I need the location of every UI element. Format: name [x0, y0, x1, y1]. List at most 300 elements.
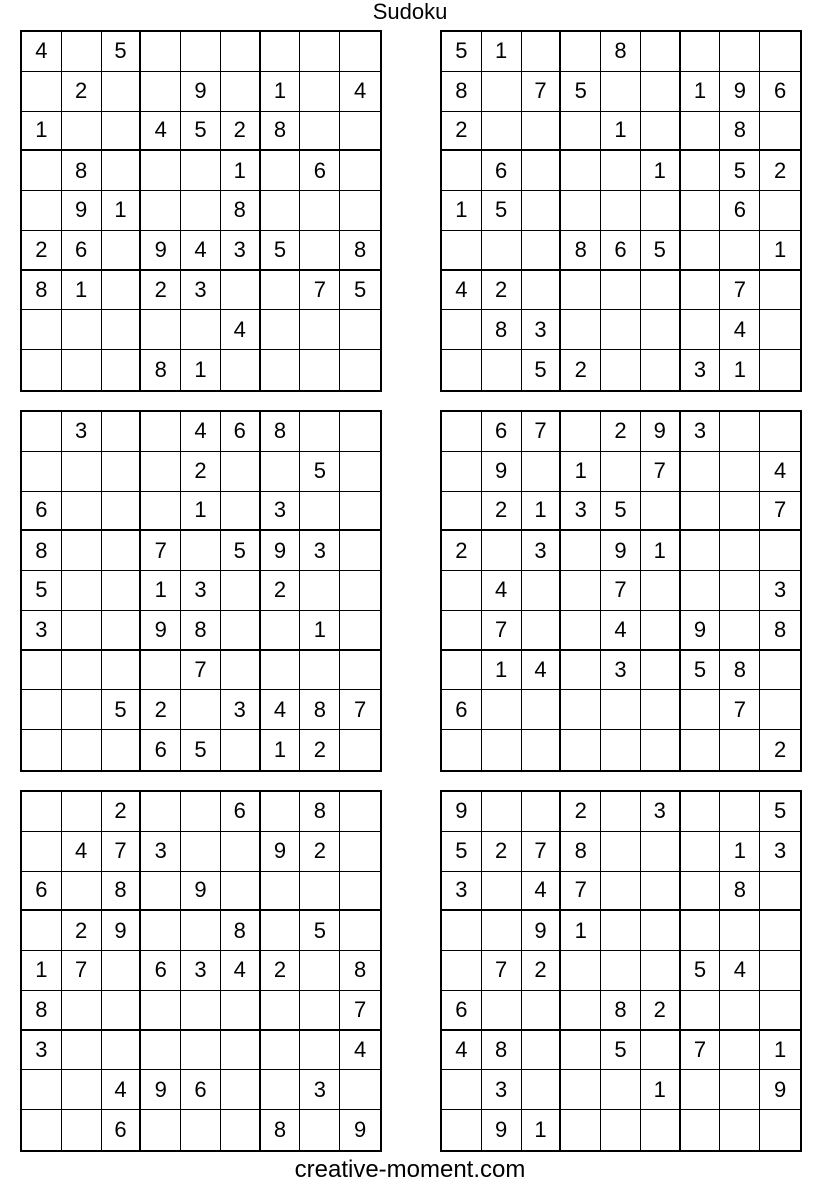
- sudoku-cell[interactable]: [62, 1031, 102, 1071]
- sudoku-cell[interactable]: 7: [340, 690, 380, 730]
- sudoku-cell[interactable]: [221, 1070, 261, 1110]
- sudoku-cell[interactable]: 6: [300, 151, 340, 191]
- sudoku-cell[interactable]: 9: [62, 191, 102, 231]
- sudoku-cell[interactable]: 3: [681, 350, 721, 390]
- sudoku-cell[interactable]: [261, 452, 301, 492]
- sudoku-cell[interactable]: [221, 571, 261, 611]
- sudoku-cell[interactable]: [561, 310, 601, 350]
- sudoku-cell[interactable]: 9: [681, 611, 721, 651]
- sudoku-cell[interactable]: 1: [141, 571, 181, 611]
- sudoku-cell[interactable]: [482, 350, 522, 390]
- sudoku-cell[interactable]: [601, 730, 641, 770]
- sudoku-cell[interactable]: [22, 191, 62, 231]
- sudoku-cell[interactable]: 8: [720, 872, 760, 912]
- sudoku-cell[interactable]: [522, 1031, 562, 1071]
- sudoku-cell[interactable]: 1: [300, 611, 340, 651]
- sudoku-cell[interactable]: [221, 452, 261, 492]
- sudoku-cell[interactable]: [442, 651, 482, 691]
- sudoku-cell[interactable]: [641, 571, 681, 611]
- sudoku-cell[interactable]: [601, 310, 641, 350]
- sudoku-cell[interactable]: [261, 1031, 301, 1071]
- sudoku-cell[interactable]: 1: [601, 112, 641, 152]
- sudoku-cell[interactable]: [522, 730, 562, 770]
- sudoku-cell[interactable]: [681, 191, 721, 231]
- sudoku-cell[interactable]: 4: [340, 72, 380, 112]
- sudoku-cell[interactable]: 2: [482, 832, 522, 872]
- sudoku-cell[interactable]: [181, 991, 221, 1031]
- sudoku-cell[interactable]: 3: [681, 412, 721, 452]
- sudoku-cell[interactable]: 4: [720, 310, 760, 350]
- sudoku-cell[interactable]: [561, 531, 601, 571]
- sudoku-cell[interactable]: 4: [522, 651, 562, 691]
- sudoku-cell[interactable]: [641, 951, 681, 991]
- sudoku-cell[interactable]: 1: [522, 492, 562, 532]
- sudoku-cell[interactable]: [442, 1110, 482, 1150]
- sudoku-cell[interactable]: 8: [300, 792, 340, 832]
- sudoku-cell[interactable]: [561, 991, 601, 1031]
- sudoku-cell[interactable]: [482, 531, 522, 571]
- sudoku-cell[interactable]: [641, 911, 681, 951]
- sudoku-cell[interactable]: [102, 611, 142, 651]
- sudoku-cell[interactable]: 8: [720, 112, 760, 152]
- sudoku-cell[interactable]: 6: [141, 730, 181, 770]
- sudoku-cell[interactable]: 2: [141, 271, 181, 311]
- sudoku-cell[interactable]: [760, 651, 800, 691]
- sudoku-cell[interactable]: [102, 231, 142, 271]
- sudoku-cell[interactable]: [62, 531, 102, 571]
- sudoku-cell[interactable]: [641, 271, 681, 311]
- sudoku-cell[interactable]: 2: [261, 571, 301, 611]
- sudoku-cell[interactable]: [641, 72, 681, 112]
- sudoku-cell[interactable]: 3: [522, 310, 562, 350]
- sudoku-cell[interactable]: 9: [102, 911, 142, 951]
- sudoku-cell[interactable]: 9: [181, 72, 221, 112]
- sudoku-cell[interactable]: 7: [522, 72, 562, 112]
- sudoku-cell[interactable]: [62, 611, 102, 651]
- sudoku-cell[interactable]: [62, 651, 102, 691]
- sudoku-cell[interactable]: [181, 151, 221, 191]
- sudoku-cell[interactable]: [601, 911, 641, 951]
- sudoku-cell[interactable]: [522, 191, 562, 231]
- sudoku-cell[interactable]: 8: [482, 310, 522, 350]
- sudoku-cell[interactable]: 5: [181, 730, 221, 770]
- sudoku-cell[interactable]: 2: [442, 112, 482, 152]
- sudoku-cell[interactable]: 1: [261, 730, 301, 770]
- sudoku-cell[interactable]: 6: [720, 191, 760, 231]
- sudoku-cell[interactable]: [522, 792, 562, 832]
- sudoku-cell[interactable]: [641, 1110, 681, 1150]
- sudoku-cell[interactable]: [720, 1110, 760, 1150]
- sudoku-cell[interactable]: 4: [221, 310, 261, 350]
- sudoku-cell[interactable]: [442, 1070, 482, 1110]
- sudoku-cell[interactable]: [141, 32, 181, 72]
- sudoku-cell[interactable]: [561, 571, 601, 611]
- sudoku-cell[interactable]: 2: [261, 951, 301, 991]
- sudoku-cell[interactable]: [141, 72, 181, 112]
- sudoku-cell[interactable]: [442, 350, 482, 390]
- sudoku-cell[interactable]: [482, 72, 522, 112]
- sudoku-cell[interactable]: 9: [261, 832, 301, 872]
- sudoku-cell[interactable]: [221, 72, 261, 112]
- sudoku-cell[interactable]: [340, 191, 380, 231]
- sudoku-cell[interactable]: [601, 1110, 641, 1150]
- sudoku-cell[interactable]: [340, 1070, 380, 1110]
- sudoku-cell[interactable]: 3: [300, 1070, 340, 1110]
- sudoku-cell[interactable]: 4: [522, 872, 562, 912]
- sudoku-cell[interactable]: [641, 1031, 681, 1071]
- sudoku-cell[interactable]: [141, 492, 181, 532]
- sudoku-cell[interactable]: [720, 792, 760, 832]
- sudoku-cell[interactable]: [221, 350, 261, 390]
- sudoku-cell[interactable]: [102, 1031, 142, 1071]
- sudoku-cell[interactable]: [601, 872, 641, 912]
- sudoku-cell[interactable]: [681, 832, 721, 872]
- sudoku-cell[interactable]: [720, 1070, 760, 1110]
- sudoku-cell[interactable]: [62, 792, 102, 832]
- sudoku-cell[interactable]: 2: [482, 271, 522, 311]
- sudoku-cell[interactable]: 8: [300, 690, 340, 730]
- sudoku-cell[interactable]: [561, 730, 601, 770]
- sudoku-cell[interactable]: [340, 730, 380, 770]
- sudoku-cell[interactable]: 8: [181, 611, 221, 651]
- sudoku-cell[interactable]: 7: [601, 571, 641, 611]
- sudoku-cell[interactable]: [102, 991, 142, 1031]
- sudoku-cell[interactable]: 7: [102, 832, 142, 872]
- sudoku-cell[interactable]: [181, 690, 221, 730]
- sudoku-cell[interactable]: 4: [62, 832, 102, 872]
- sudoku-cell[interactable]: 2: [221, 112, 261, 152]
- sudoku-cell[interactable]: 7: [62, 951, 102, 991]
- sudoku-cell[interactable]: [681, 492, 721, 532]
- sudoku-cell[interactable]: 5: [601, 492, 641, 532]
- sudoku-cell[interactable]: [300, 951, 340, 991]
- sudoku-cell[interactable]: 1: [760, 231, 800, 271]
- sudoku-cell[interactable]: [261, 1070, 301, 1110]
- sudoku-cell[interactable]: 1: [522, 1110, 562, 1150]
- sudoku-cell[interactable]: 7: [340, 991, 380, 1031]
- sudoku-cell[interactable]: [340, 651, 380, 691]
- sudoku-cell[interactable]: 3: [522, 531, 562, 571]
- sudoku-cell[interactable]: [522, 690, 562, 730]
- sudoku-cell[interactable]: [601, 951, 641, 991]
- sudoku-cell[interactable]: 3: [261, 492, 301, 532]
- sudoku-cell[interactable]: [221, 32, 261, 72]
- sudoku-cell[interactable]: 8: [601, 991, 641, 1031]
- sudoku-cell[interactable]: [482, 690, 522, 730]
- sudoku-cell[interactable]: 1: [221, 151, 261, 191]
- sudoku-cell[interactable]: [681, 310, 721, 350]
- sudoku-cell[interactable]: 9: [141, 1070, 181, 1110]
- sudoku-cell[interactable]: 5: [442, 832, 482, 872]
- sudoku-cell[interactable]: [221, 832, 261, 872]
- sudoku-cell[interactable]: 8: [221, 191, 261, 231]
- sudoku-cell[interactable]: [261, 792, 301, 832]
- sudoku-cell[interactable]: [102, 72, 142, 112]
- sudoku-cell[interactable]: 5: [681, 951, 721, 991]
- sudoku-cell[interactable]: 3: [62, 412, 102, 452]
- sudoku-cell[interactable]: 1: [102, 191, 142, 231]
- sudoku-cell[interactable]: [340, 32, 380, 72]
- sudoku-cell[interactable]: [261, 32, 301, 72]
- sudoku-cell[interactable]: 2: [442, 531, 482, 571]
- sudoku-cell[interactable]: [340, 611, 380, 651]
- sudoku-cell[interactable]: [340, 531, 380, 571]
- sudoku-cell[interactable]: [340, 832, 380, 872]
- sudoku-cell[interactable]: [601, 350, 641, 390]
- sudoku-cell[interactable]: [340, 792, 380, 832]
- sudoku-cell[interactable]: [561, 271, 601, 311]
- sudoku-cell[interactable]: 9: [522, 911, 562, 951]
- sudoku-cell[interactable]: 3: [22, 611, 62, 651]
- sudoku-cell[interactable]: 5: [102, 32, 142, 72]
- sudoku-cell[interactable]: 4: [261, 690, 301, 730]
- sudoku-cell[interactable]: 7: [641, 452, 681, 492]
- sudoku-cell[interactable]: 8: [760, 611, 800, 651]
- sudoku-cell[interactable]: [681, 231, 721, 271]
- sudoku-cell[interactable]: [102, 571, 142, 611]
- sudoku-cell[interactable]: [442, 492, 482, 532]
- sudoku-cell[interactable]: 5: [442, 32, 482, 72]
- sudoku-cell[interactable]: 6: [141, 951, 181, 991]
- sudoku-cell[interactable]: [102, 531, 142, 571]
- sudoku-cell[interactable]: [261, 872, 301, 912]
- sudoku-cell[interactable]: [102, 651, 142, 691]
- sudoku-cell[interactable]: [62, 1110, 102, 1150]
- sudoku-cell[interactable]: [561, 1070, 601, 1110]
- sudoku-cell[interactable]: [681, 872, 721, 912]
- sudoku-cell[interactable]: [141, 412, 181, 452]
- sudoku-cell[interactable]: [340, 412, 380, 452]
- sudoku-cell[interactable]: [221, 492, 261, 532]
- sudoku-cell[interactable]: [720, 412, 760, 452]
- sudoku-cell[interactable]: [261, 651, 301, 691]
- sudoku-cell[interactable]: [300, 872, 340, 912]
- sudoku-cell[interactable]: 4: [760, 452, 800, 492]
- sudoku-cell[interactable]: [22, 310, 62, 350]
- sudoku-cell[interactable]: 1: [720, 350, 760, 390]
- sudoku-cell[interactable]: [221, 611, 261, 651]
- sudoku-cell[interactable]: [760, 350, 800, 390]
- sudoku-cell[interactable]: 1: [641, 531, 681, 571]
- sudoku-cell[interactable]: 8: [102, 872, 142, 912]
- sudoku-cell[interactable]: [22, 1110, 62, 1150]
- sudoku-cell[interactable]: [681, 531, 721, 571]
- sudoku-cell[interactable]: 8: [261, 112, 301, 152]
- sudoku-cell[interactable]: 8: [261, 412, 301, 452]
- sudoku-cell[interactable]: 4: [181, 231, 221, 271]
- sudoku-cell[interactable]: [22, 690, 62, 730]
- sudoku-cell[interactable]: [681, 151, 721, 191]
- sudoku-cell[interactable]: 3: [181, 951, 221, 991]
- sudoku-cell[interactable]: [62, 310, 102, 350]
- sudoku-cell[interactable]: 3: [641, 792, 681, 832]
- sudoku-cell[interactable]: [601, 792, 641, 832]
- sudoku-cell[interactable]: 7: [522, 832, 562, 872]
- sudoku-cell[interactable]: [221, 730, 261, 770]
- sudoku-cell[interactable]: 1: [181, 350, 221, 390]
- sudoku-cell[interactable]: 6: [601, 231, 641, 271]
- sudoku-cell[interactable]: [760, 32, 800, 72]
- sudoku-cell[interactable]: 9: [353, 1117, 367, 1143]
- sudoku-cell[interactable]: [340, 310, 380, 350]
- sudoku-cell[interactable]: 8: [561, 832, 601, 872]
- sudoku-cell[interactable]: 8: [720, 651, 760, 691]
- sudoku-cell[interactable]: [22, 72, 62, 112]
- sudoku-cell[interactable]: 5: [300, 452, 340, 492]
- sudoku-cell[interactable]: [720, 531, 760, 571]
- sudoku-cell[interactable]: 2: [601, 412, 641, 452]
- sudoku-cell[interactable]: [261, 611, 301, 651]
- sudoku-cell[interactable]: 2: [300, 832, 340, 872]
- sudoku-cell[interactable]: [22, 792, 62, 832]
- sudoku-cell[interactable]: 9: [641, 412, 681, 452]
- sudoku-cell[interactable]: [760, 191, 800, 231]
- sudoku-cell[interactable]: [442, 730, 482, 770]
- sudoku-cell[interactable]: 5: [300, 911, 340, 951]
- sudoku-cell[interactable]: [141, 310, 181, 350]
- sudoku-cell[interactable]: 4: [181, 412, 221, 452]
- sudoku-cell[interactable]: [522, 231, 562, 271]
- sudoku-cell[interactable]: [300, 231, 340, 271]
- sudoku-cell[interactable]: 7: [141, 531, 181, 571]
- sudoku-cell[interactable]: 8: [22, 991, 62, 1031]
- sudoku-cell[interactable]: [681, 571, 721, 611]
- sudoku-cell[interactable]: 6: [442, 991, 482, 1031]
- sudoku-cell[interactable]: [760, 531, 800, 571]
- sudoku-cell[interactable]: [300, 1110, 340, 1150]
- sudoku-cell[interactable]: [641, 112, 681, 152]
- sudoku-cell[interactable]: [181, 191, 221, 231]
- sudoku-cell[interactable]: [681, 991, 721, 1031]
- sudoku-cell[interactable]: 1: [760, 1031, 800, 1071]
- sudoku-cell[interactable]: [102, 151, 142, 191]
- sudoku-cell[interactable]: 5: [681, 651, 721, 691]
- sudoku-cell[interactable]: [720, 730, 760, 770]
- sudoku-cell[interactable]: 4: [482, 571, 522, 611]
- sudoku-cell[interactable]: 7: [681, 1031, 721, 1071]
- sudoku-cell[interactable]: [641, 310, 681, 350]
- sudoku-cell[interactable]: [641, 32, 681, 72]
- sudoku-cell[interactable]: 9: [482, 452, 522, 492]
- sudoku-cell[interactable]: [561, 32, 601, 72]
- sudoku-cell[interactable]: 3: [760, 832, 800, 872]
- sudoku-cell[interactable]: 9: [261, 531, 301, 571]
- sudoku-cell[interactable]: [561, 1031, 601, 1071]
- sudoku-cell[interactable]: 3: [181, 571, 221, 611]
- sudoku-cell[interactable]: [681, 452, 721, 492]
- sudoku-cell[interactable]: [62, 872, 102, 912]
- sudoku-cell[interactable]: [561, 191, 601, 231]
- sudoku-cell[interactable]: [181, 911, 221, 951]
- sudoku-cell[interactable]: 1: [561, 452, 601, 492]
- sudoku-cell[interactable]: 8: [261, 1110, 301, 1150]
- sudoku-cell[interactable]: 8: [561, 231, 601, 271]
- sudoku-cell[interactable]: 8: [482, 1031, 522, 1071]
- sudoku-cell[interactable]: [442, 310, 482, 350]
- sudoku-cell[interactable]: 5: [22, 571, 62, 611]
- sudoku-cell[interactable]: [261, 151, 301, 191]
- sudoku-cell[interactable]: [261, 310, 301, 350]
- sudoku-cell[interactable]: [102, 412, 142, 452]
- sudoku-cell[interactable]: [261, 991, 301, 1031]
- sudoku-cell[interactable]: 5: [340, 271, 380, 311]
- sudoku-cell[interactable]: [522, 1070, 562, 1110]
- sudoku-cell[interactable]: [62, 690, 102, 730]
- sudoku-cell[interactable]: [442, 951, 482, 991]
- sudoku-cell[interactable]: [221, 872, 261, 912]
- sudoku-cell[interactable]: [22, 350, 62, 390]
- sudoku-cell[interactable]: 7: [482, 951, 522, 991]
- sudoku-cell[interactable]: [601, 832, 641, 872]
- sudoku-cell[interactable]: [561, 951, 601, 991]
- sudoku-cell[interactable]: 9: [760, 1070, 800, 1110]
- sudoku-cell[interactable]: [22, 651, 62, 691]
- sudoku-cell[interactable]: [720, 452, 760, 492]
- sudoku-cell[interactable]: [760, 1110, 800, 1150]
- sudoku-cell[interactable]: 2: [62, 911, 102, 951]
- sudoku-cell[interactable]: 1: [641, 151, 681, 191]
- sudoku-cell[interactable]: [482, 911, 522, 951]
- sudoku-cell[interactable]: [181, 832, 221, 872]
- sudoku-cell[interactable]: [300, 310, 340, 350]
- sudoku-cell[interactable]: [62, 571, 102, 611]
- sudoku-cell[interactable]: 6: [221, 412, 261, 452]
- sudoku-cell[interactable]: 9: [601, 531, 641, 571]
- sudoku-cell[interactable]: 9: [141, 231, 181, 271]
- sudoku-cell[interactable]: [22, 1070, 62, 1110]
- sudoku-cell[interactable]: 8: [141, 350, 181, 390]
- sudoku-cell[interactable]: [681, 1070, 721, 1110]
- sudoku-cell[interactable]: [442, 452, 482, 492]
- sudoku-cell[interactable]: 6: [760, 72, 800, 112]
- sudoku-cell[interactable]: 7: [300, 271, 340, 311]
- sudoku-cell[interactable]: [261, 191, 301, 231]
- sudoku-cell[interactable]: [561, 112, 601, 152]
- sudoku-cell[interactable]: 8: [62, 151, 102, 191]
- sudoku-cell[interactable]: [141, 1110, 181, 1150]
- sudoku-cell[interactable]: 3: [760, 571, 800, 611]
- sudoku-cell[interactable]: 9: [442, 792, 482, 832]
- sudoku-cell[interactable]: [720, 231, 760, 271]
- sudoku-cell[interactable]: [102, 350, 142, 390]
- sudoku-cell[interactable]: [681, 911, 721, 951]
- sudoku-cell[interactable]: [720, 32, 760, 72]
- sudoku-cell[interactable]: 5: [522, 350, 562, 390]
- sudoku-cell[interactable]: 5: [102, 690, 142, 730]
- sudoku-cell[interactable]: 5: [221, 531, 261, 571]
- sudoku-cell[interactable]: [720, 492, 760, 532]
- sudoku-cell[interactable]: 3: [181, 271, 221, 311]
- sudoku-cell[interactable]: [300, 191, 340, 231]
- sudoku-cell[interactable]: [681, 1110, 721, 1150]
- sudoku-cell[interactable]: 9: [181, 872, 221, 912]
- sudoku-cell[interactable]: [221, 1110, 261, 1150]
- sudoku-cell[interactable]: 2: [773, 737, 787, 763]
- sudoku-cell[interactable]: [641, 651, 681, 691]
- sudoku-cell[interactable]: [22, 730, 62, 770]
- sudoku-cell[interactable]: 7: [720, 690, 760, 730]
- sudoku-cell[interactable]: 2: [760, 151, 800, 191]
- sudoku-cell[interactable]: 1: [442, 191, 482, 231]
- sudoku-cell[interactable]: [340, 151, 380, 191]
- sudoku-cell[interactable]: [300, 991, 340, 1031]
- sudoku-cell[interactable]: [522, 571, 562, 611]
- sudoku-cell[interactable]: [22, 412, 62, 452]
- sudoku-cell[interactable]: [300, 32, 340, 72]
- sudoku-cell[interactable]: [442, 231, 482, 271]
- sudoku-cell[interactable]: 8: [22, 271, 62, 311]
- sudoku-cell[interactable]: [261, 911, 301, 951]
